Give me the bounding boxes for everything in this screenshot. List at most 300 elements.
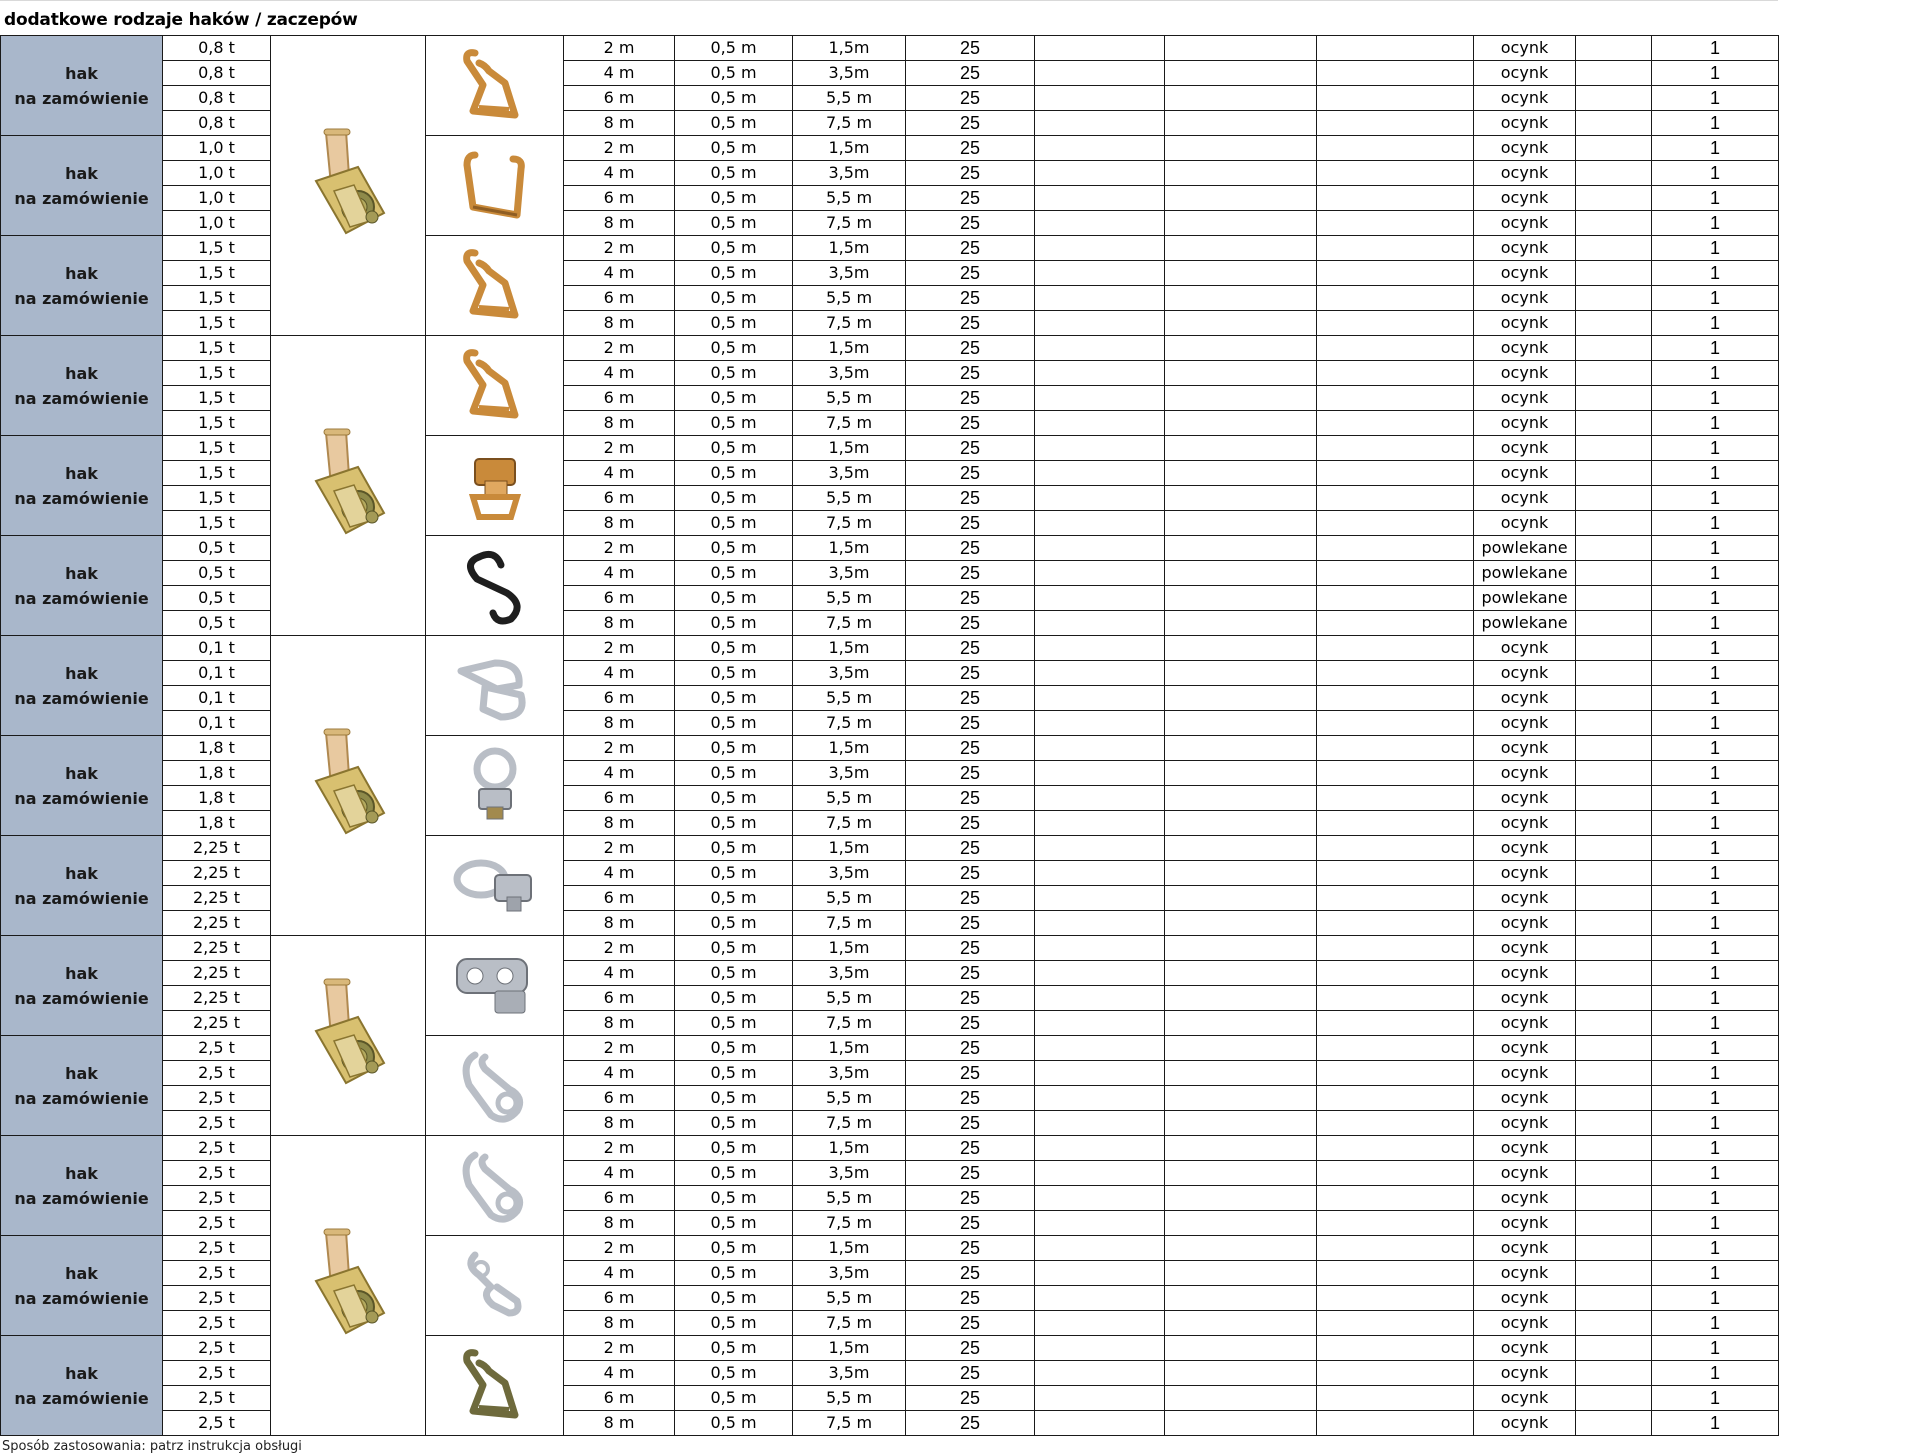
empty-cell — [1035, 636, 1165, 661]
finish-cell: ocynk — [1474, 736, 1576, 761]
empty-cell — [1035, 1236, 1165, 1261]
empty-cell — [1576, 961, 1652, 986]
empty-cell — [1317, 436, 1474, 461]
length-cell: 2 m — [564, 536, 675, 561]
loose-end-cell: 5,5 m — [793, 986, 906, 1011]
load-capacity-cell: 1,5 t — [163, 286, 271, 311]
loose-end-cell: 5,5 m — [793, 1286, 906, 1311]
empty-cell — [1576, 161, 1652, 186]
load-capacity-cell: 2,5 t — [163, 1086, 271, 1111]
width-cell: 25 — [906, 236, 1035, 261]
width-cell: 25 — [906, 1411, 1035, 1436]
empty-cell — [1035, 311, 1165, 336]
empty-cell — [1576, 1386, 1652, 1411]
empty-cell — [1035, 1411, 1165, 1436]
empty-cell — [1035, 736, 1165, 761]
empty-cell — [1165, 586, 1317, 611]
group-label-line1: hak — [65, 663, 98, 683]
empty-cell — [1165, 311, 1317, 336]
empty-cell — [1165, 1186, 1317, 1211]
empty-cell — [1035, 761, 1165, 786]
empty-cell — [1317, 561, 1474, 586]
width-cell: 25 — [906, 161, 1035, 186]
empty-cell — [1165, 786, 1317, 811]
empty-cell — [1317, 786, 1474, 811]
finish-cell: ocynk — [1474, 961, 1576, 986]
fixed-end-cell: 0,5 m — [675, 511, 793, 536]
length-cell: 8 m — [564, 1211, 675, 1236]
table-row — [1, 886, 1779, 911]
fixed-end-cell: 0,5 m — [675, 1261, 793, 1286]
load-capacity-cell: 0,8 t — [163, 111, 271, 136]
loose-end-cell: 5,5 m — [793, 886, 906, 911]
loose-end-cell: 1,5m — [793, 1036, 906, 1061]
empty-cell — [1035, 1011, 1165, 1036]
empty-cell — [1317, 236, 1474, 261]
quantity-cell: 1 — [1652, 861, 1779, 886]
table-row — [1, 761, 1779, 786]
length-cell: 6 m — [564, 886, 675, 911]
empty-cell — [1035, 911, 1165, 936]
table-row — [1, 561, 1779, 586]
length-cell: 2 m — [564, 836, 675, 861]
length-cell: 8 m — [564, 1411, 675, 1436]
quantity-cell: 1 — [1652, 561, 1779, 586]
empty-cell — [1035, 61, 1165, 86]
empty-cell — [1035, 836, 1165, 861]
loose-end-cell: 5,5 m — [793, 286, 906, 311]
empty-cell — [1317, 311, 1474, 336]
empty-cell — [1576, 1311, 1652, 1336]
width-cell: 25 — [906, 111, 1035, 136]
group-label — [1, 736, 163, 836]
loose-end-cell: 1,5m — [793, 536, 906, 561]
table-row — [1, 1161, 1779, 1186]
empty-cell — [1317, 1386, 1474, 1411]
table-row — [1, 1086, 1779, 1111]
width-cell: 25 — [906, 836, 1035, 861]
fixed-end-cell: 0,5 m — [675, 1186, 793, 1211]
quantity-cell: 1 — [1652, 461, 1779, 486]
fixed-end-cell: 0,5 m — [675, 1336, 793, 1361]
fixed-end-cell: 0,5 m — [675, 411, 793, 436]
empty-cell — [1317, 1336, 1474, 1361]
table-row — [1, 611, 1779, 636]
quantity-cell: 1 — [1652, 1086, 1779, 1111]
length-cell: 6 m — [564, 1386, 675, 1411]
load-capacity-cell: 1,5 t — [163, 236, 271, 261]
table-row — [1, 1211, 1779, 1236]
table-row — [1, 936, 1779, 961]
length-cell: 8 m — [564, 711, 675, 736]
empty-cell — [1035, 1111, 1165, 1136]
width-cell: 25 — [906, 1136, 1035, 1161]
quantity-cell: 1 — [1652, 1361, 1779, 1386]
loose-end-cell: 7,5 m — [793, 211, 906, 236]
quantity-cell: 1 — [1652, 1411, 1779, 1436]
quantity-cell: 1 — [1652, 1161, 1779, 1186]
empty-cell — [1576, 561, 1652, 586]
group-label-line1: hak — [65, 863, 98, 883]
empty-cell — [1165, 1311, 1317, 1336]
empty-cell — [1317, 511, 1474, 536]
empty-cell — [1165, 86, 1317, 111]
table-row — [1, 386, 1779, 411]
claw-hook-icon — [426, 41, 563, 131]
quantity-cell: 1 — [1652, 61, 1779, 86]
empty-cell — [1576, 986, 1652, 1011]
empty-cell — [1165, 736, 1317, 761]
empty-cell — [1035, 811, 1165, 836]
length-cell: 2 m — [564, 1336, 675, 1361]
length-cell: 4 m — [564, 1261, 675, 1286]
fixed-end-cell: 0,5 m — [675, 536, 793, 561]
finish-cell: ocynk — [1474, 461, 1576, 486]
finish-cell: ocynk — [1474, 236, 1576, 261]
twisted-snap-hook-icon — [426, 1241, 563, 1331]
loose-end-cell: 5,5 m — [793, 86, 906, 111]
title-rule — [0, 0, 1778, 1]
quantity-cell: 1 — [1652, 311, 1779, 336]
empty-cell — [1576, 1111, 1652, 1136]
table-row — [1, 1261, 1779, 1286]
width-cell: 25 — [906, 211, 1035, 236]
load-capacity-cell: 2,5 t — [163, 1211, 271, 1236]
load-capacity-cell: 1,5 t — [163, 386, 271, 411]
empty-cell — [1317, 986, 1474, 1011]
empty-cell — [1165, 1111, 1317, 1136]
empty-cell — [1317, 1036, 1474, 1061]
double-stud-icon — [426, 941, 563, 1031]
loose-end-cell: 7,5 m — [793, 911, 906, 936]
load-capacity-cell: 1,5 t — [163, 411, 271, 436]
width-cell: 25 — [906, 186, 1035, 211]
loose-end-cell: 3,5m — [793, 461, 906, 486]
empty-cell — [1317, 411, 1474, 436]
load-capacity-cell: 2,5 t — [163, 1061, 271, 1086]
empty-cell — [1035, 1136, 1165, 1161]
quantity-cell: 1 — [1652, 1236, 1779, 1261]
group-label-line1: hak — [65, 1063, 98, 1083]
loose-end-cell: 3,5m — [793, 561, 906, 586]
load-capacity-cell: 2,5 t — [163, 1161, 271, 1186]
group-label — [1, 936, 163, 1036]
width-cell: 25 — [906, 311, 1035, 336]
empty-cell — [1317, 1011, 1474, 1036]
length-cell: 4 m — [564, 861, 675, 886]
fixed-end-cell: 0,5 m — [675, 1286, 793, 1311]
load-capacity-cell: 1,5 t — [163, 436, 271, 461]
empty-cell — [1035, 961, 1165, 986]
fixed-end-cell: 0,5 m — [675, 361, 793, 386]
finish-cell: ocynk — [1474, 411, 1576, 436]
load-capacity-cell: 1,5 t — [163, 486, 271, 511]
width-cell: 25 — [906, 1361, 1035, 1386]
empty-cell — [1576, 511, 1652, 536]
loose-end-cell: 7,5 m — [793, 311, 906, 336]
length-cell: 6 m — [564, 786, 675, 811]
loose-end-cell: 7,5 m — [793, 611, 906, 636]
finish-cell: ocynk — [1474, 136, 1576, 161]
empty-cell — [1035, 461, 1165, 486]
table-row — [1, 836, 1779, 861]
quantity-cell: 1 — [1652, 1336, 1779, 1361]
empty-cell — [1035, 136, 1165, 161]
empty-cell — [1576, 736, 1652, 761]
length-cell: 8 m — [564, 411, 675, 436]
group-label-line2: na zamówienie — [14, 388, 149, 408]
quantity-cell: 1 — [1652, 536, 1779, 561]
empty-cell — [1317, 336, 1474, 361]
load-capacity-cell: 1,5 t — [163, 336, 271, 361]
ratchet-image — [271, 936, 426, 1136]
empty-cell — [1576, 661, 1652, 686]
ratchet-buckle-icon — [271, 971, 425, 1101]
loose-end-cell: 3,5m — [793, 1161, 906, 1186]
table-row — [1, 411, 1779, 436]
length-cell: 6 m — [564, 686, 675, 711]
empty-cell — [1035, 161, 1165, 186]
empty-cell — [1576, 836, 1652, 861]
quantity-cell: 1 — [1652, 211, 1779, 236]
loose-end-cell: 3,5m — [793, 261, 906, 286]
group-label-line1: hak — [65, 1263, 98, 1283]
empty-cell — [1035, 1361, 1165, 1386]
load-capacity-cell: 0,1 t — [163, 711, 271, 736]
empty-cell — [1035, 1036, 1165, 1061]
fixed-end-cell: 0,5 m — [675, 1211, 793, 1236]
empty-cell — [1576, 1336, 1652, 1361]
empty-cell — [1165, 1011, 1317, 1036]
empty-cell — [1576, 1036, 1652, 1061]
empty-cell — [1165, 1386, 1317, 1411]
quantity-cell: 1 — [1652, 686, 1779, 711]
load-capacity-cell: 1,8 t — [163, 786, 271, 811]
quantity-cell: 1 — [1652, 1136, 1779, 1161]
group-label-line1: hak — [65, 63, 98, 83]
finish-cell: ocynk — [1474, 61, 1576, 86]
finish-cell: ocynk — [1474, 936, 1576, 961]
empty-cell — [1576, 1361, 1652, 1386]
width-cell: 25 — [906, 636, 1035, 661]
fixed-end-cell: 0,5 m — [675, 1411, 793, 1436]
empty-cell — [1317, 1111, 1474, 1136]
table-row — [1, 336, 1779, 361]
width-cell: 25 — [906, 1286, 1035, 1311]
fixed-end-cell: 0,5 m — [675, 111, 793, 136]
loose-end-cell: 1,5m — [793, 1236, 906, 1261]
length-cell: 4 m — [564, 1161, 675, 1186]
length-cell: 2 m — [564, 136, 675, 161]
fixed-end-cell: 0,5 m — [675, 636, 793, 661]
fixed-end-cell: 0,5 m — [675, 1386, 793, 1411]
finish-cell: ocynk — [1474, 361, 1576, 386]
fixed-end-cell: 0,5 m — [675, 811, 793, 836]
table-row — [1, 586, 1779, 611]
fixed-end-cell: 0,5 m — [675, 786, 793, 811]
length-cell: 2 m — [564, 436, 675, 461]
group-label — [1, 236, 163, 336]
empty-cell — [1576, 911, 1652, 936]
empty-cell — [1317, 661, 1474, 686]
length-cell: 4 m — [564, 1361, 675, 1386]
quantity-cell: 1 — [1652, 1211, 1779, 1236]
loose-end-cell: 1,5m — [793, 1136, 906, 1161]
finish-cell: ocynk — [1474, 686, 1576, 711]
finish-cell: ocynk — [1474, 986, 1576, 1011]
loose-end-cell: 7,5 m — [793, 411, 906, 436]
empty-cell — [1165, 361, 1317, 386]
table-row — [1, 686, 1779, 711]
claw-hook-icon — [426, 1341, 563, 1431]
empty-cell — [1317, 1136, 1474, 1161]
empty-cell — [1576, 136, 1652, 161]
group-label — [1, 1136, 163, 1236]
empty-cell — [1165, 986, 1317, 1011]
empty-cell — [1035, 986, 1165, 1011]
fixed-end-cell: 0,5 m — [675, 36, 793, 61]
length-cell: 4 m — [564, 461, 675, 486]
finish-cell: ocynk — [1474, 661, 1576, 686]
width-cell: 25 — [906, 136, 1035, 161]
empty-cell — [1317, 361, 1474, 386]
empty-cell — [1165, 261, 1317, 286]
loose-end-cell: 7,5 m — [793, 711, 906, 736]
finish-cell: ocynk — [1474, 436, 1576, 461]
fixed-end-cell: 0,5 m — [675, 586, 793, 611]
loose-end-cell: 3,5m — [793, 61, 906, 86]
quantity-cell: 1 — [1652, 236, 1779, 261]
fixed-end-cell: 0,5 m — [675, 711, 793, 736]
fixed-end-cell: 0,5 m — [675, 436, 793, 461]
length-cell: 2 m — [564, 636, 675, 661]
quantity-cell: 1 — [1652, 186, 1779, 211]
length-cell: 2 m — [564, 1236, 675, 1261]
empty-cell — [1576, 261, 1652, 286]
loose-end-cell: 1,5m — [793, 936, 906, 961]
table-row — [1, 36, 1779, 61]
group-label-line2: na zamówienie — [14, 88, 149, 108]
group-label-line1: hak — [65, 463, 98, 483]
empty-cell — [1576, 886, 1652, 911]
load-capacity-cell: 0,1 t — [163, 636, 271, 661]
hook-image — [426, 1236, 564, 1336]
finish-cell: ocynk — [1474, 1161, 1576, 1186]
empty-cell — [1165, 961, 1317, 986]
empty-cell — [1035, 361, 1165, 386]
empty-cell — [1035, 436, 1165, 461]
width-cell: 25 — [906, 1261, 1035, 1286]
empty-cell — [1317, 861, 1474, 886]
group-label — [1, 336, 163, 436]
finish-cell: ocynk — [1474, 1186, 1576, 1211]
empty-cell — [1576, 36, 1652, 61]
finish-cell: ocynk — [1474, 1336, 1576, 1361]
load-capacity-cell: 0,8 t — [163, 86, 271, 111]
fixed-end-cell: 0,5 m — [675, 161, 793, 186]
width-cell: 25 — [906, 511, 1035, 536]
hook-image — [426, 636, 564, 736]
hook-image — [426, 736, 564, 836]
quantity-cell: 1 — [1652, 811, 1779, 836]
table-row — [1, 361, 1779, 386]
width-cell: 25 — [906, 1386, 1035, 1411]
group-label-line1: hak — [65, 363, 98, 383]
empty-cell — [1576, 536, 1652, 561]
snap-hook-icon — [426, 1141, 563, 1231]
table-row — [1, 786, 1779, 811]
table-row — [1, 1311, 1779, 1336]
empty-cell — [1035, 886, 1165, 911]
width-cell: 25 — [906, 436, 1035, 461]
ratchet-buckle-icon — [271, 1221, 425, 1351]
table-row — [1, 986, 1779, 1011]
quantity-cell: 1 — [1652, 111, 1779, 136]
empty-cell — [1035, 1161, 1165, 1186]
load-capacity-cell: 1,5 t — [163, 361, 271, 386]
finish-cell: ocynk — [1474, 1261, 1576, 1286]
empty-cell — [1165, 136, 1317, 161]
loose-end-cell: 5,5 m — [793, 586, 906, 611]
hook-image — [426, 36, 564, 136]
quantity-cell: 1 — [1652, 1011, 1779, 1036]
group-label-line2: na zamówienie — [14, 288, 149, 308]
empty-cell — [1035, 561, 1165, 586]
quantity-cell: 1 — [1652, 936, 1779, 961]
empty-cell — [1317, 1286, 1474, 1311]
load-capacity-cell: 2,5 t — [163, 1361, 271, 1386]
load-capacity-cell: 2,5 t — [163, 1036, 271, 1061]
length-cell: 4 m — [564, 361, 675, 386]
empty-cell — [1317, 36, 1474, 61]
loose-end-cell: 7,5 m — [793, 811, 906, 836]
empty-cell — [1576, 861, 1652, 886]
quantity-cell: 1 — [1652, 161, 1779, 186]
load-capacity-cell: 1,0 t — [163, 186, 271, 211]
load-capacity-cell: 2,25 t — [163, 886, 271, 911]
loose-end-cell: 3,5m — [793, 361, 906, 386]
empty-cell — [1576, 86, 1652, 111]
empty-cell — [1035, 386, 1165, 411]
fixed-end-cell: 0,5 m — [675, 1136, 793, 1161]
fixed-end-cell: 0,5 m — [675, 86, 793, 111]
empty-cell — [1165, 461, 1317, 486]
empty-cell — [1317, 1086, 1474, 1111]
empty-cell — [1035, 786, 1165, 811]
ring-fitting-icon — [426, 741, 563, 831]
fixed-end-cell: 0,5 m — [675, 1011, 793, 1036]
finish-cell: ocynk — [1474, 811, 1576, 836]
width-cell: 25 — [906, 86, 1035, 111]
s-hook-icon — [426, 541, 563, 631]
fixed-end-cell: 0,5 m — [675, 311, 793, 336]
empty-cell — [1165, 1211, 1317, 1236]
load-capacity-cell: 0,8 t — [163, 36, 271, 61]
width-cell: 25 — [906, 861, 1035, 886]
quantity-cell: 1 — [1652, 736, 1779, 761]
fixed-end-cell: 0,5 m — [675, 736, 793, 761]
empty-cell — [1165, 886, 1317, 911]
quantity-cell: 1 — [1652, 361, 1779, 386]
finish-cell: ocynk — [1474, 636, 1576, 661]
fixed-end-cell: 0,5 m — [675, 236, 793, 261]
group-label — [1, 136, 163, 236]
load-capacity-cell: 2,25 t — [163, 1011, 271, 1036]
length-cell: 6 m — [564, 1286, 675, 1311]
quantity-cell: 1 — [1652, 986, 1779, 1011]
empty-cell — [1317, 586, 1474, 611]
load-capacity-cell: 2,5 t — [163, 1386, 271, 1411]
